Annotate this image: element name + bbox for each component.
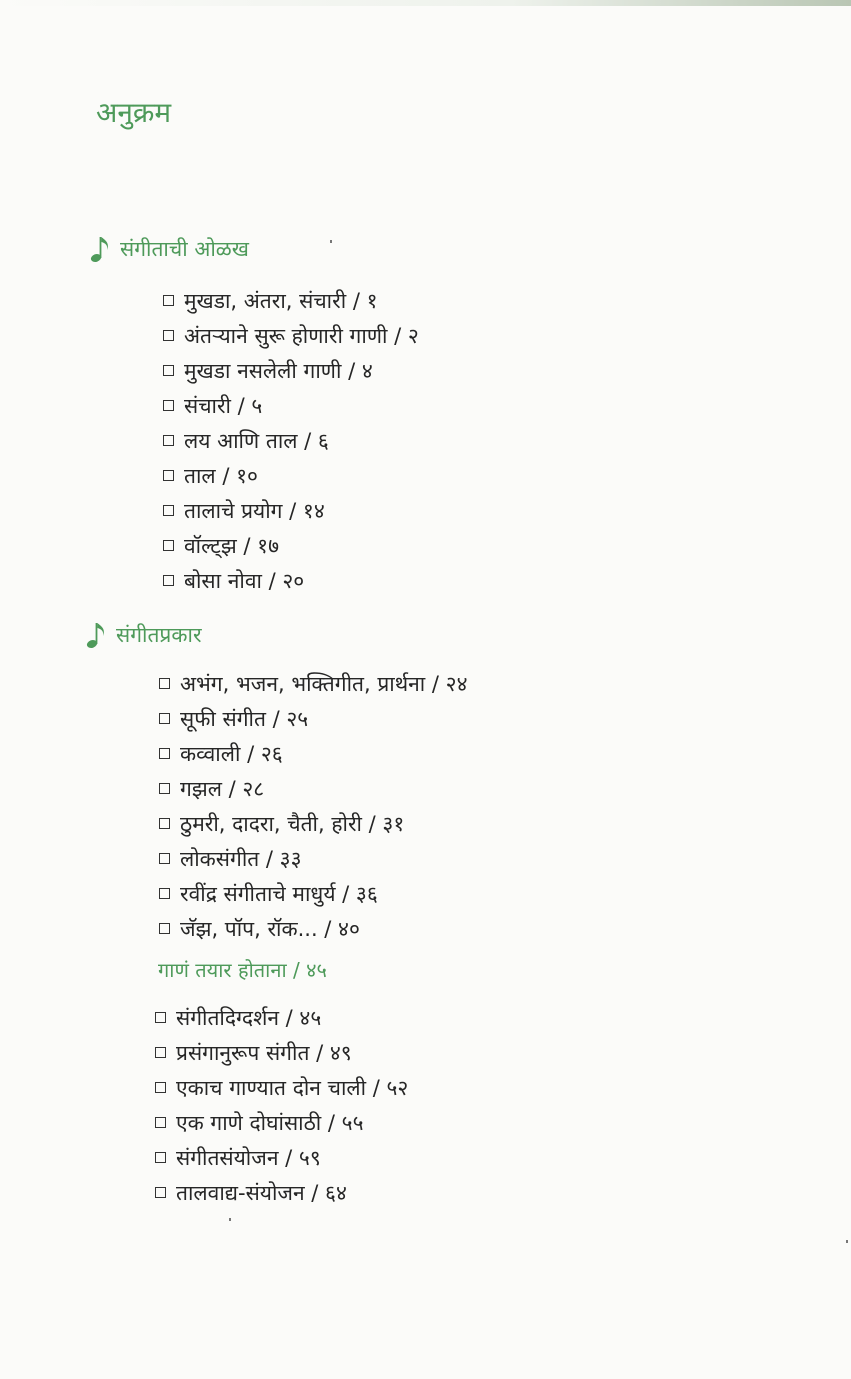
checkbox-bullet	[163, 470, 174, 481]
section-heading-sangeetprakar	[86, 620, 202, 650]
toc-entry-label: गझल / २८	[180, 776, 265, 801]
toc-entry-label: संगीतसंयोजन / ५९	[176, 1145, 321, 1170]
toc-entry-label: बोसा नोवा / २०	[184, 568, 305, 593]
checkbox-bullet	[159, 818, 170, 829]
toc-entry-label: संचारी / ५	[184, 393, 263, 418]
toc-entry-label: सूफी संगीत / २५	[180, 706, 309, 731]
toc-entry[interactable]	[163, 423, 419, 458]
toc-entry-label: अभंग, भजन, भक्तिगीत, प्रार्थना / २४	[180, 671, 468, 696]
toc-entry[interactable]	[155, 1070, 408, 1105]
toc-entry-label: लोकसंगीत / ३३	[180, 846, 302, 871]
toc-entry[interactable]	[163, 563, 419, 598]
toc-entry[interactable]	[155, 1000, 408, 1035]
checkbox-bullet	[159, 713, 170, 724]
checkbox-bullet	[155, 1117, 166, 1128]
toc-entry-label: कव्वाली / २६	[180, 741, 283, 766]
section-heading-label: संगीतप्रकार	[116, 622, 202, 647]
checkbox-bullet	[163, 295, 174, 306]
page-title: अनुक्रम	[96, 96, 172, 129]
toc-entry[interactable]	[159, 771, 468, 806]
toc-entry[interactable]	[155, 1105, 408, 1140]
checkbox-bullet	[163, 400, 174, 411]
toc-entry-label: संगीतदिग्दर्शन / ४५	[176, 1005, 322, 1030]
toc-entry[interactable]	[155, 1035, 408, 1070]
checkbox-bullet	[159, 783, 170, 794]
toc-entry-label: मुखडा, अंतरा, संचारी / १	[184, 288, 378, 313]
toc-entry[interactable]	[159, 806, 468, 841]
checkbox-bullet	[163, 540, 174, 551]
toc-entry[interactable]	[163, 458, 419, 493]
toc-entry[interactable]	[159, 911, 468, 946]
checkbox-bullet	[155, 1152, 166, 1163]
toc-entry[interactable]	[163, 493, 419, 528]
checkbox-bullet	[155, 1187, 166, 1198]
subsection-heading-gaana-tayar-hotana[interactable]: गाणं तयार होताना / ४५	[158, 958, 327, 982]
toc-entry-label: वॉल्ट्झ / १७	[184, 533, 279, 558]
toc-entry-label: मुखडा नसलेली गाणी / ४	[184, 358, 373, 383]
toc-list-section-2	[159, 666, 468, 946]
checkbox-bullet	[159, 853, 170, 864]
toc-entry-label: ताल / १०	[184, 463, 258, 488]
checkbox-bullet	[163, 435, 174, 446]
toc-entry[interactable]	[163, 283, 419, 318]
checkbox-bullet	[159, 678, 170, 689]
toc-entry[interactable]	[159, 736, 468, 771]
toc-entry-label: तालाचे प्रयोग / १४	[184, 498, 325, 523]
toc-entry[interactable]	[159, 701, 468, 736]
checkbox-bullet	[163, 330, 174, 341]
checkbox-bullet	[155, 1082, 166, 1093]
checkbox-bullet	[159, 748, 170, 759]
toc-list-section-3	[155, 1000, 408, 1210]
section-heading-sangeetachi-olakh	[90, 234, 249, 264]
toc-entry-label: लय आणि ताल / ६	[184, 428, 329, 453]
checkbox-bullet	[155, 1012, 166, 1023]
checkbox-bullet	[155, 1047, 166, 1058]
toc-entry[interactable]	[163, 528, 419, 563]
toc-entry-label: तालवाद्य-संयोजन / ६४	[176, 1180, 347, 1205]
paper-speck	[846, 1240, 848, 1243]
page-top-edge	[0, 0, 851, 6]
toc-entry[interactable]	[163, 388, 419, 423]
toc-entry-label: जॅझ, पॉप, रॉक... / ४०	[180, 916, 360, 941]
toc-entry[interactable]	[155, 1140, 408, 1175]
toc-entry[interactable]	[163, 318, 419, 353]
toc-entry-label: एक गाणे दोघांसाठी / ५५	[176, 1110, 364, 1135]
music-note-icon	[90, 234, 112, 264]
paper-speck	[229, 1218, 231, 1221]
music-note-icon	[86, 620, 108, 650]
section-heading-label: संगीताची ओळख	[120, 236, 249, 261]
checkbox-bullet	[163, 365, 174, 376]
toc-entry-label: रवींद्र संगीताचे माधुर्य / ३६	[180, 881, 378, 906]
toc-entry[interactable]	[155, 1175, 408, 1210]
toc-entry[interactable]	[159, 876, 468, 911]
toc-entry[interactable]	[159, 841, 468, 876]
toc-list-section-1	[163, 283, 419, 598]
paper-speck	[330, 240, 332, 243]
toc-entry-label: एकाच गाण्यात दोन चाली / ५२	[176, 1075, 409, 1100]
checkbox-bullet	[159, 923, 170, 934]
checkbox-bullet	[163, 575, 174, 586]
toc-entry[interactable]	[159, 666, 468, 701]
toc-entry-label: प्रसंगानुरूप संगीत / ४९	[176, 1040, 352, 1065]
checkbox-bullet	[163, 505, 174, 516]
toc-entry-label: अंतऱ्याने सुरू होणारी गाणी / २	[184, 323, 419, 348]
toc-entry-label: ठुमरी, दादरा, चैती, होरी / ३१	[180, 811, 405, 836]
toc-entry[interactable]	[163, 353, 419, 388]
checkbox-bullet	[159, 888, 170, 899]
